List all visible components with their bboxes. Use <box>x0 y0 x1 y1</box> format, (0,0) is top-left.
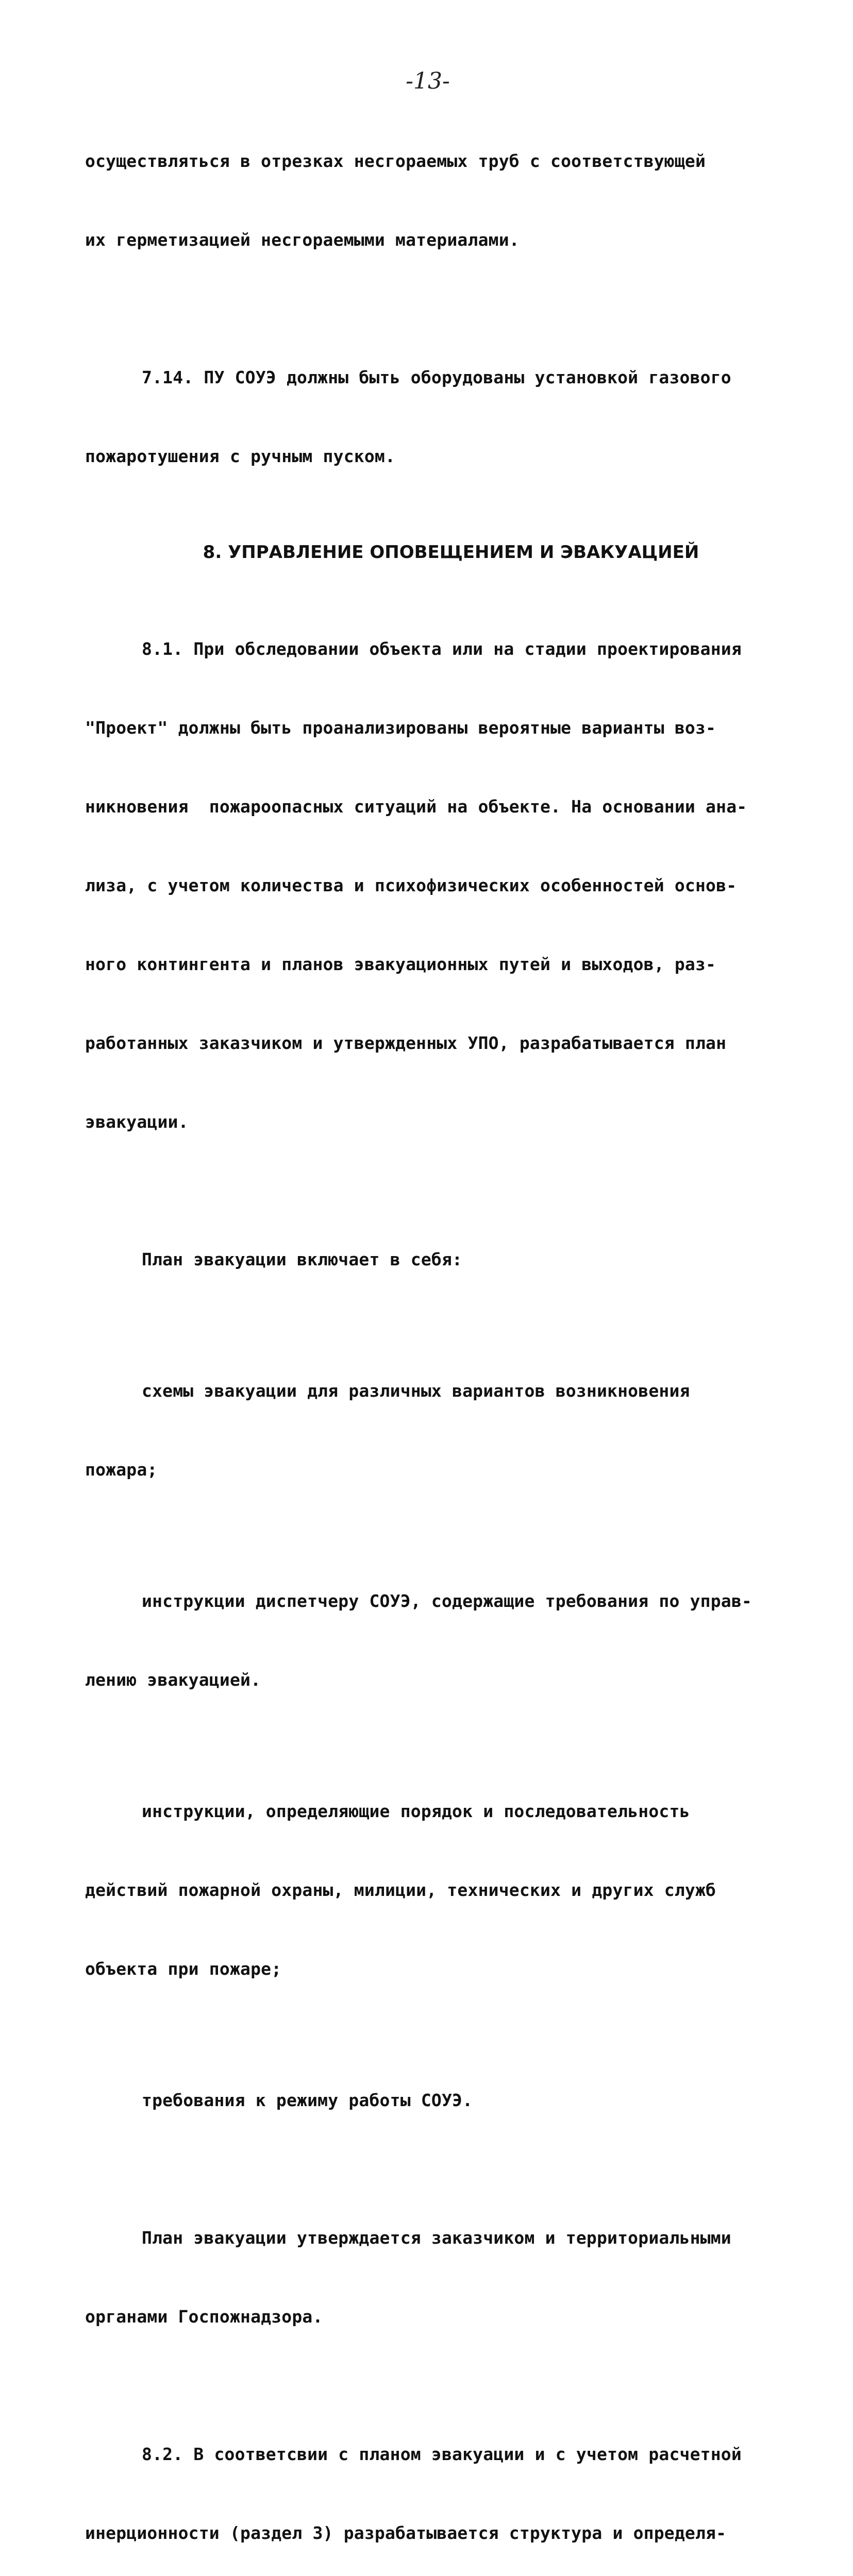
text-line: 8.1. При обследовании объекта или на стадии проектирования <box>142 639 742 659</box>
paragraph-8-2 <box>85 2388 786 2576</box>
text-line: осуществляться в отрезках несгораемых труб с соответствующей <box>85 151 706 171</box>
text-line: инерционности (раздел 3) разрабатывается структура и определя- <box>85 2523 727 2543</box>
text-line: объекта при пожаре; <box>85 1959 282 1979</box>
text-line: их герметизацией несгораемыми материалами. <box>85 230 520 250</box>
text-line: 8.2. В соответсвии с планом эвакуации и с учетом расчетной <box>142 2444 742 2464</box>
paragraph-7-13-continuation <box>85 95 786 306</box>
text-line: пожара; <box>85 1460 158 1480</box>
text-line: 7.14. ПУ СОУЭ должны быть оборудованы установкой газового <box>142 367 731 387</box>
text-line: лиза, с учетом количества и психофизических особенностей основ- <box>85 875 737 895</box>
text-line: ного контингента и планов эвакуационных путей и выходов, раз- <box>85 954 716 974</box>
text-line: План эвакуации включает в себя: <box>142 1249 463 1269</box>
text-line: органами Госпожнадзора. <box>85 2307 323 2327</box>
section-heading: 8. УПРАВЛЕНИЕ ОПОВЕЩЕНИЕМ И ЭВАКУАЦИЕЙ <box>203 542 699 563</box>
paragraph-8-1 <box>85 583 786 1188</box>
page-number: -13- <box>406 68 450 94</box>
list-item-schemes <box>85 1325 786 1535</box>
paragraph-7-14 <box>85 312 786 522</box>
text-line: План эвакуации утверждается заказчиком и территориальными <box>142 2228 731 2248</box>
text-line: пожаротушения с ручным пуском. <box>85 446 396 466</box>
text-line: работанных заказчиком и утвержденных УПО, разрабатывается план <box>85 1033 727 1053</box>
list-item-dispatcher-instructions <box>85 1535 786 1745</box>
text-line: "Проект" должны быть проанализированы вероятные варианты воз- <box>85 718 716 738</box>
document-body <box>85 95 786 2576</box>
text-line: схемы эвакуации для различных вариантов возникновения <box>142 1381 690 1401</box>
list-item-mode-requirements <box>85 2035 786 2166</box>
text-line: действий пожарной охраны, милиции, технических и других служб <box>85 1880 716 1900</box>
paragraph-plan-approval <box>85 2172 786 2382</box>
paragraph-plan-intro <box>85 1194 786 1325</box>
text-line: инструкции, определяющие порядок и последовательность <box>142 1801 690 1821</box>
list-item-procedure-instructions <box>85 1745 786 2035</box>
text-line: лению эвакуацией. <box>85 1670 261 1690</box>
text-line: инструкции диспетчеру СОУЭ, содержащие требования по управ- <box>142 1591 752 1611</box>
text-line: эвакуации. <box>85 1112 189 1132</box>
text-line: требования к режиму работы СОУЭ. <box>142 2090 473 2110</box>
text-line: никновения пожароопасных ситуаций на объекте. На основании ана- <box>85 796 747 817</box>
